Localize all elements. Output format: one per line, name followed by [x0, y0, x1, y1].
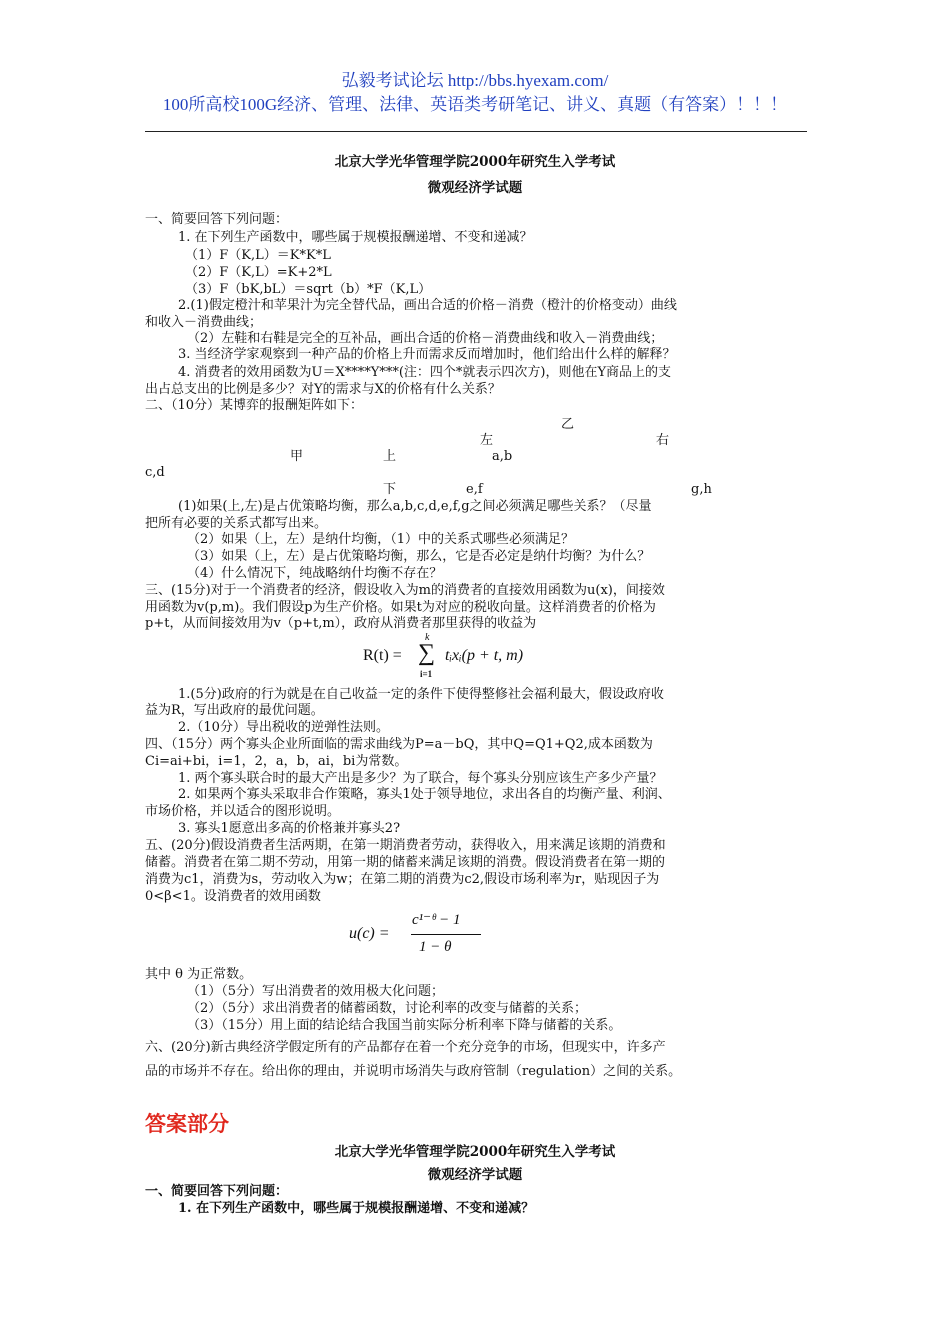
q2-sub3: （3）如果（上，左）是占优策略均衡，那么，它是否必定是纳什均衡？为什么？: [187, 549, 651, 564]
q4-sub3: 3. 寡头1愿意出多高的价格兼并寡头2?: [178, 821, 401, 836]
formula-sum-sign: ∑: [418, 640, 436, 666]
q2-sub1-line2: 把所有必要的关系式都写出来。: [145, 516, 328, 531]
q1-item2-line1: 2.(1)假定橙汁和苹果汁为完全替代品，画出合适的价格－消费（橙汁的价格变动）曲线: [178, 298, 677, 313]
q1-item4-line1: 4. 消费者的效用函数为U＝X****Y***(注：四个*就表示四次方)，则他在Y商品上的支: [178, 365, 672, 380]
answer-exam-subtitle: 微观经济学试题: [427, 1167, 523, 1183]
q6-line2: 品的市场并不存在。给出你的理由，并说明市场消失与政府管制（regulation）之间的关系。: [145, 1064, 682, 1079]
q3-sub1-line2: 益为R，写出政府的最优问题。: [145, 703, 324, 718]
q1-item2-line2: 和收入－消费曲线；: [145, 315, 263, 330]
forum-header-tagline: 100所高校100G经济、管理、法律、英语类考研笔记、讲义、真题（有答案）！！！: [162, 95, 788, 114]
q5-line1: 五、(20分)假设消费者生活两期，在第一期消费者劳动，获得收入，用来满足该期的消费和: [145, 838, 666, 853]
q3-line3: p+t，从而间接效用为v（p+t,m），政府从消费者那里获得的收益为: [145, 616, 537, 631]
utility-formula: [349, 910, 489, 962]
q1-heading: 一、简要回答下列问题：: [145, 212, 289, 227]
q5-line4: 0<β<1。设消费者的效用函数: [145, 889, 321, 904]
q5-sub2: （2）（5分）求出消费者的储蓄函数，讨论利率的改变与储蓄的关系；: [187, 1001, 588, 1016]
q2-sub2: （2）如果（上，左）是纳什均衡，（1）中的关系式哪些必须满足？: [187, 532, 575, 547]
q4-line2: Ci=ai+bi，i=1，2，a，b，ai，bi为常数。: [145, 754, 408, 769]
utility-denominator: 1 − θ: [419, 939, 452, 955]
q5-line3: 消费为c1，消费为s，劳动收入为w；在第二期的消费为c2,假设市场利率为r，贴现因子为: [145, 872, 660, 887]
payoff-player-b: 乙: [561, 417, 575, 432]
q5-note: 其中 θ 为正常数。: [145, 967, 253, 982]
q3-sub2: 2.（10分）导出税收的逆弹性法则。: [178, 720, 389, 735]
q3-sub1-line1: 1.(5分)政府的行为就是在自己收益一定的条件下使得整修社会福利最大，假设政府收: [178, 687, 664, 702]
q2-sub1-line1: (1)如果(上,左)是占优策略均衡，那么a,b,c,d,e,f,g之间必须满足哪些关系？（尽量: [178, 499, 652, 514]
q1-func2: （2）F（K,L）=K+2*L: [185, 265, 332, 280]
payoff-cell-ef: e,f: [466, 482, 483, 497]
answer-q1-heading: 一、简要回答下列问题：: [145, 1184, 289, 1199]
q5-sub3: （3）（15分）用上面的结论结合我国当前实际分析利率下降与储蓄的关系。: [187, 1018, 622, 1033]
exam-title: 北京大学光华管理学院2000年研究生入学考试: [334, 154, 616, 170]
q3-line1: 三、(15分)对于一个消费者的经济，假设收入为m的消费者的直接效用函数为u(x)，间接效: [145, 583, 665, 598]
formula-lhs: R(t) =: [363, 647, 402, 664]
answer-q1-item1: 1. 在下列生产函数中，哪些属于规模报酬递增、不变和递减？: [178, 1201, 535, 1216]
q5-sub1: （1）（5分）写出消费者的效用极大化问题；: [187, 984, 445, 999]
q1-func3: （3）F（bK,bL）＝sqrt（b）*F（K,L）: [185, 282, 432, 297]
q5-line2: 储蓄。消费者在第二期不劳动，用第一期的储蓄来满足该期的消费。假设消费者在第一期的: [145, 855, 666, 870]
exam-subtitle: 微观经济学试题: [427, 180, 523, 196]
q2-sub4: （4）什么情况下，纯战略纳什均衡不存在？: [187, 566, 443, 581]
formula-sum-lower: i=1: [420, 669, 433, 679]
formula-rhs: tᵢxᵢ(p + t, m): [445, 647, 524, 664]
payoff-cell-cd: c,d: [145, 465, 165, 480]
forum-header-link[interactable]: 弘毅考试论坛 http://bbs.hyexam.com/: [341, 71, 609, 90]
q1-item3: 3. 当经济学家观察到一种产品的价格上升而需求反而增加时，他们给出什么样的解释？: [178, 347, 676, 362]
tax-revenue-formula: [363, 633, 563, 683]
q1-item4-line2: 出占总支出的比例是多少？对Y的需求与X的价格有什么关系？: [145, 382, 501, 397]
q1-func1: （1）F（K,L）＝K*K*L: [185, 248, 331, 263]
q3-line2: 用函数为v(p,m)。我们假设p为生产价格。如果t为对应的税收向量。这样消费者的价格为: [145, 600, 656, 615]
q4-sub2-line1: 2. 如果两个寡头采取非合作策略，寡头1处于领导地位，求出各自的均衡产量、利润、: [178, 787, 671, 802]
formula-sum-upper: k: [425, 632, 430, 643]
answer-exam-title: 北京大学光华管理学院2000年研究生入学考试: [334, 1144, 616, 1160]
header-divider: [145, 131, 807, 132]
q4-sub2-line2: 市场价格，并以适合的图形说明。: [145, 804, 341, 819]
q1-item2-line3: （2）左鞋和右鞋是完全的互补品，画出合适的价格－消费曲线和收入－消费曲线；: [187, 331, 664, 346]
payoff-player-a: 甲: [290, 449, 304, 464]
payoff-cell-gh: g,h: [691, 482, 712, 497]
utility-numerator: c¹⁻ᶿ − 1: [412, 912, 461, 928]
q6-line1: 六、(20分)新古典经济学假定所有的产品都存在着一个充分竞争的市场，但现实中，许多产: [145, 1040, 666, 1055]
payoff-col-left: 左: [480, 433, 494, 448]
q2-heading: 二、（10分）某博弈的报酬矩阵如下：: [145, 398, 364, 413]
payoff-row-up: 上: [383, 449, 397, 464]
payoff-cell-ab: a,b: [492, 449, 513, 464]
q1-item1: 1. 在下列生产函数中，哪些属于规模报酬递增、不变和递减？: [178, 230, 533, 245]
q4-line1: 四、（15分）两个寡头企业所面临的需求曲线为P=a－bQ，其中Q=Q1+Q2,成本函数为: [145, 737, 653, 752]
q4-sub1: 1. 两个寡头联合时的最大产出是多少？为了联合，每个寡头分别应该生产多少产量？: [178, 771, 663, 786]
payoff-col-right: 右: [656, 433, 670, 448]
answer-section-label: 答案部分: [145, 1112, 229, 1136]
utility-lhs: u(c) =: [349, 925, 390, 942]
payoff-row-down: 下: [383, 482, 397, 497]
utility-fraction-bar: [411, 934, 481, 935]
